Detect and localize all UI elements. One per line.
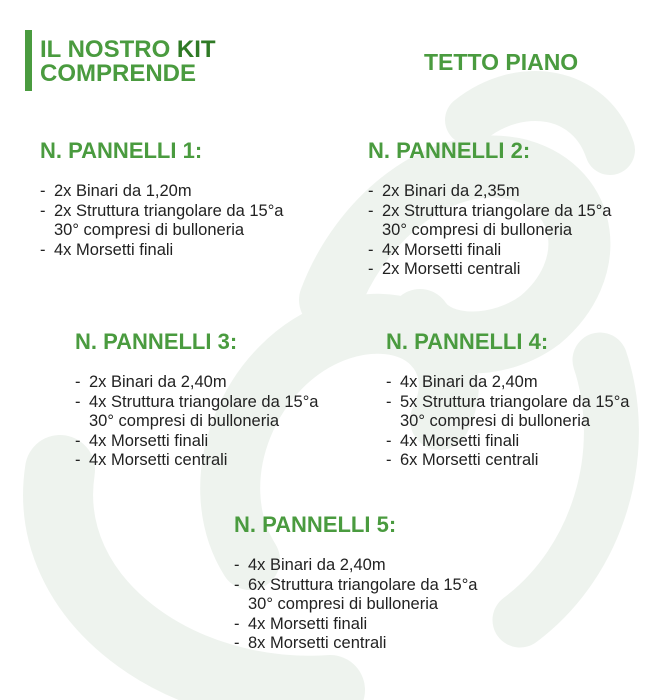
kit-item-text: 2x Binari da 1,20m — [54, 182, 192, 200]
kit-list-item — [368, 182, 638, 202]
kit-list-item — [75, 393, 345, 432]
kit-item-text: 8x Morsetti centrali — [248, 634, 387, 652]
header-accent-bar — [25, 30, 32, 91]
list-dash: - — [234, 634, 240, 652]
kit-item-text: 4x Morsetti finali — [54, 240, 174, 259]
header-title-kit: KIT — [176, 36, 216, 63]
roof-type-title: TETTO PIANO — [424, 49, 579, 75]
header-title-part: IL NOSTRO — [40, 36, 177, 63]
kit-item-text: 2x Binari da 2,40m — [89, 373, 227, 391]
list-dash: - — [368, 240, 374, 259]
kit-list-item — [386, 373, 651, 393]
list-dash: - — [234, 575, 240, 594]
kit-heading: N. PANNELLI 4: — [386, 329, 549, 354]
kit-item-text: 4x Morsetti finali — [382, 240, 502, 259]
kit-heading: N. PANNELLI 3: — [75, 329, 238, 354]
kit-panels-1 — [40, 138, 300, 260]
kit-list-item — [75, 432, 345, 452]
kit-list-item — [368, 260, 638, 280]
kit-list-item — [368, 241, 638, 261]
list-dash: - — [40, 182, 46, 200]
kit-list-item — [75, 451, 345, 471]
kit-panels-3 — [75, 329, 345, 471]
list-dash: - — [75, 392, 81, 411]
kit-item-text: 4x Binari da 2,40m — [400, 373, 538, 391]
kit-panels-4 — [386, 329, 651, 471]
kit-item-text: 2x Struttura triangolare da 15°a 30° compresi di bulloneria — [382, 201, 612, 239]
kit-list-item — [386, 393, 651, 432]
kit-list-item — [234, 576, 504, 615]
kit-item-list — [75, 373, 345, 471]
kit-list-item — [386, 451, 651, 471]
kit-list-item — [386, 432, 651, 452]
list-dash: - — [368, 201, 374, 220]
kit-item-text: 5x Struttura triangolare da 15°a 30° compresi di bulloneria — [400, 392, 630, 430]
kit-item-text: 6x Morsetti centrali — [400, 451, 539, 469]
kit-item-text: 2x Morsetti centrali — [382, 260, 521, 278]
list-dash: - — [75, 431, 81, 450]
kit-list-item — [234, 615, 504, 635]
kit-list-item — [368, 202, 638, 241]
list-dash: - — [75, 451, 81, 469]
kit-list-item — [40, 202, 300, 241]
kit-list-item — [75, 373, 345, 393]
kit-item-text: 4x Morsetti finali — [248, 614, 368, 633]
kit-item-text: 4x Morsetti finali — [400, 431, 520, 450]
list-dash: - — [386, 392, 392, 411]
kit-item-list — [234, 556, 504, 654]
list-dash: - — [40, 201, 46, 220]
kit-list-item — [40, 241, 300, 261]
kit-panels-5 — [234, 512, 504, 654]
kit-item-list — [40, 182, 300, 260]
kit-item-text: 4x Morsetti finali — [89, 431, 209, 450]
kit-item-text: 2x Struttura triangolare da 15°a 30° compresi di bulloneria — [54, 201, 284, 239]
list-dash: - — [40, 240, 46, 259]
kit-item-text: 4x Binari da 2,40m — [248, 556, 386, 574]
kit-item-text: 4x Morsetti centrali — [89, 451, 228, 469]
kit-heading: N. PANNELLI 2: — [368, 138, 531, 163]
list-dash: - — [386, 373, 392, 391]
list-dash: - — [234, 556, 240, 574]
kit-panels-2 — [368, 138, 638, 280]
header-title-line2: COMPRENDE — [40, 60, 197, 87]
list-dash: - — [368, 260, 374, 278]
list-dash: - — [386, 431, 392, 450]
header-title-line1 — [40, 38, 216, 62]
kit-list-item — [234, 556, 504, 576]
list-dash: - — [386, 451, 392, 469]
list-dash: - — [234, 614, 240, 633]
list-dash: - — [75, 373, 81, 391]
kit-heading: N. PANNELLI 5: — [234, 512, 397, 537]
kit-list-item — [234, 634, 504, 654]
list-dash: - — [368, 182, 374, 200]
kit-item-text: 2x Binari da 2,35m — [382, 182, 520, 200]
kit-item-list — [386, 373, 651, 471]
kit-list-item — [40, 182, 300, 202]
kit-item-list — [368, 182, 638, 280]
kit-item-text: 4x Struttura triangolare da 15°a 30° compresi di bulloneria — [89, 392, 319, 430]
kit-item-text: 6x Struttura triangolare da 15°a 30° compresi di bulloneria — [248, 575, 478, 613]
header-title — [40, 38, 216, 86]
kit-heading: N. PANNELLI 1: — [40, 138, 203, 163]
